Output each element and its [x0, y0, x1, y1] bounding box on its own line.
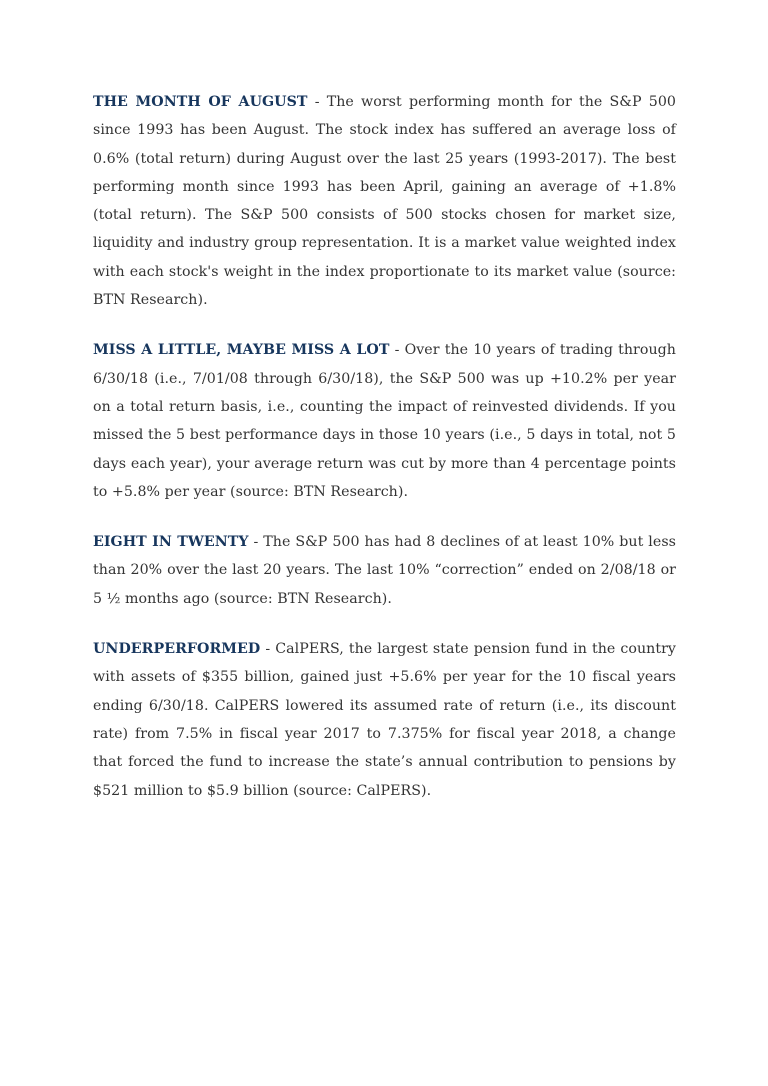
section-heading: THE MONTH OF AUGUST — [93, 94, 308, 110]
section-body: Over the 10 years of trading through 6/30/18 (i.e., 7/01/08 through 6/30/18), the S&P 500 was up +10.2% per year on a total return basis, i.e., counting the impact of reinvested dividends. If you missed the 5 best performance days in those 10 years (i.e., 5 days in total, not 5 days each year), your average return was cut by more than 4 percentage points to +5.8% per year (source: BTN Research). — [93, 342, 676, 500]
section-miss-a-little — [93, 336, 676, 506]
section-underperformed — [93, 635, 676, 805]
section-separator: - — [248, 534, 264, 551]
section-eight-in-twenty — [93, 528, 676, 613]
section-separator: - — [307, 94, 327, 110]
section-heading: EIGHT IN TWENTY — [93, 534, 249, 551]
document-page — [93, 88, 676, 827]
section-separator: - — [389, 342, 405, 359]
section-body: CalPERS, the largest state pension fund in the country with assets of $355 billion, gained just +5.6% per year for the 10 fiscal years ending 6/30/18. CalPERS lowered its assumed rate of return (i.e., its discount rate) from 7.5% in fiscal year 2017 to 7.375% for fiscal year 2018, a change that forced the fund to increase the state’s annual contribution to pensions by $521 million to $5.9 billion (source: CalPERS). — [93, 641, 676, 799]
section-month-of-august — [93, 88, 676, 314]
section-body: The worst performing month for the S&P 500 since 1993 has been August. The stock index has suffered an average loss of 0.6% (total return) during August over the last 25 years (1993-2017). The best performing month since 1993 has been April, gaining an average of +1.8% (total return). The S&P 500 consists of 500 stocks chosen for market size, liquidity and industry group representation. It is a market value weighted index with each stock's weight in the index proportionate to its market value (source: BTN Research). — [93, 94, 676, 309]
section-heading: UNDERPERFORMED — [93, 641, 261, 658]
section-separator: - — [260, 641, 276, 658]
section-body: The S&P 500 has had 8 declines of at least 10% but less than 20% over the last 20 years. The last 10% “correction” ended on 2/08/18 or 5 ½ months ago (source: BTN Research). — [93, 534, 676, 607]
section-heading: MISS A LITTLE, MAYBE MISS A LOT — [93, 342, 390, 359]
